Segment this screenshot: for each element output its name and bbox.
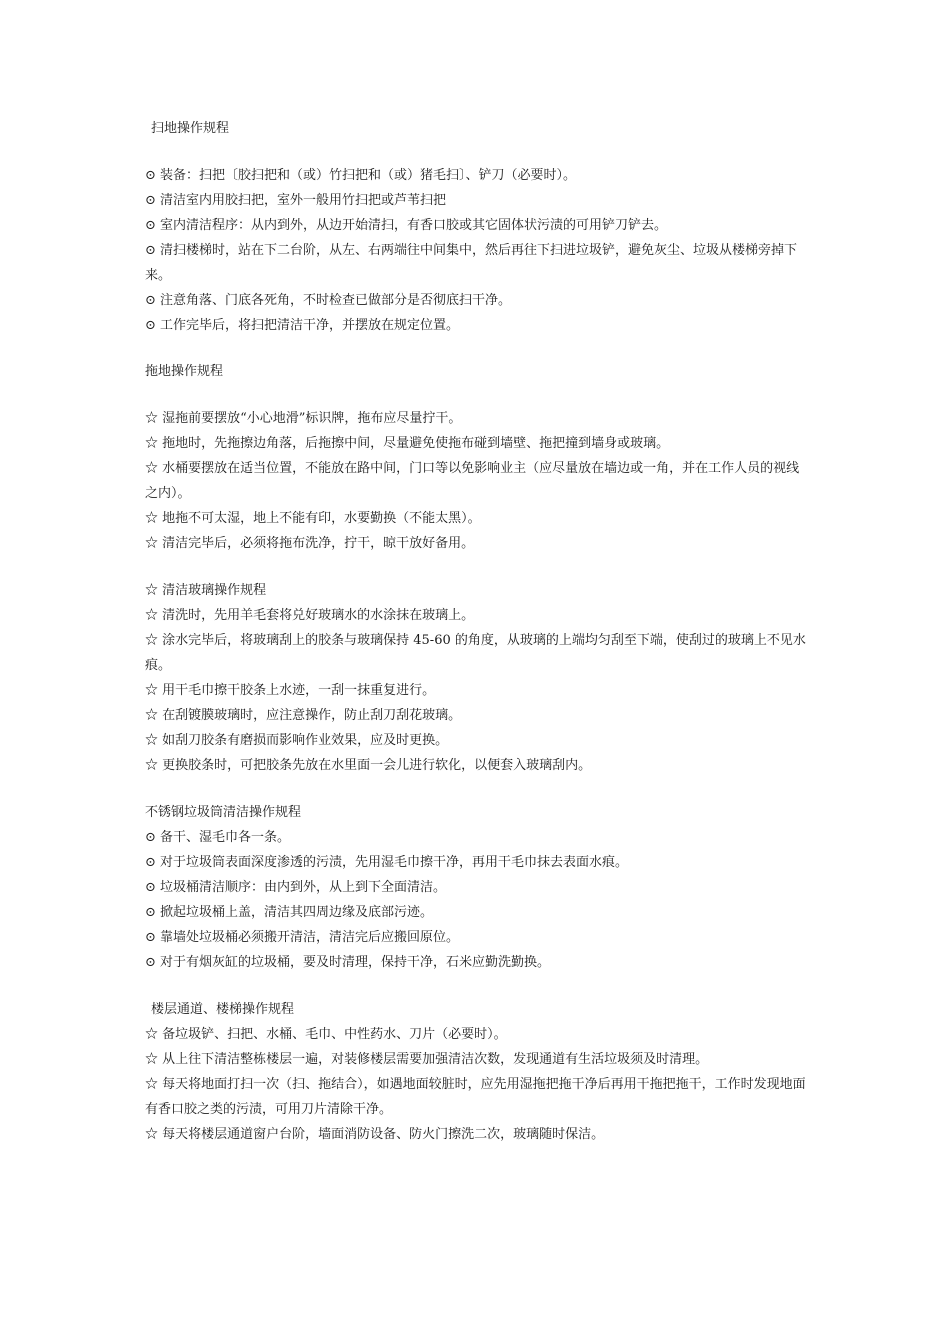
list-item: ☆ 水桶要摆放在适当位置，不能放在路中间，门口等以免影响业主（应尽量放在墙边或一角，并在工作人员的视线之内）。 bbox=[145, 461, 800, 501]
list-item: ⊙ 清扫楼梯时，站在下二台阶，从左、右两端往中间集中，然后再往下扫进垃圾铲，避免灰尘、垃圾从楼梯旁掉下来。 bbox=[145, 243, 798, 283]
spacer bbox=[145, 556, 810, 578]
spacer bbox=[145, 975, 810, 997]
section-title-glass: ☆ 清洁玻璃操作规程 bbox=[145, 583, 267, 598]
spacer bbox=[145, 141, 810, 163]
spacer bbox=[145, 778, 810, 800]
section-title-mopping: 拖地操作规程 bbox=[145, 364, 224, 379]
list-item: ⊙ 工作完毕后，将扫把清洁干净，并摆放在规定位置。 bbox=[145, 318, 460, 333]
list-item: ☆ 湿拖前要摆放“小心地滑”标识牌，拖布应尽量拧干。 bbox=[145, 411, 462, 426]
document-content bbox=[145, 116, 810, 1147]
list-item: ☆ 在刮镀膜玻璃时，应注意操作，防止刮刀刮花玻璃。 bbox=[145, 708, 462, 723]
list-item: ⊙ 备干、湿毛巾各一条。 bbox=[145, 830, 291, 845]
section-title-corridor-stairs: 楼层通道、楼梯操作规程 bbox=[151, 1002, 295, 1017]
spacer bbox=[145, 338, 810, 359]
list-item: ☆ 更换胶条时，可把胶条先放在水里面一会儿进行软化，以便套入玻璃刮内。 bbox=[145, 758, 592, 773]
list-item: ☆ 备垃圾铲、扫把、水桶、毛巾、中性药水、刀片（必要时）。 bbox=[145, 1027, 507, 1042]
list-item: ⊙ 靠墙处垃圾桶必须搬开清洁，清洁完后应搬回原位。 bbox=[145, 930, 460, 945]
list-item: ☆ 每天将楼层通道窗户台阶，墙面消防设备、防火门擦洗二次，玻璃随时保洁。 bbox=[145, 1127, 605, 1142]
list-item: ⊙ 对于垃圾筒表面深度渗透的污渍，先用湿毛巾擦干净，再用干毛巾抹去表面水痕。 bbox=[145, 855, 629, 870]
section-title-steel-bin: 不锈钢垃圾筒清洁操作规程 bbox=[145, 805, 302, 820]
list-item: ☆ 涂水完毕后，将玻璃刮上的胶条与玻璃保持 45-60 的角度，从玻璃的上端均匀刮至下端，使刮过的玻璃上不见水痕。 bbox=[145, 633, 806, 673]
list-item: ⊙ 注意角落、门底各死角，不时检查已做部分是否彻底扫干净。 bbox=[145, 293, 512, 308]
list-item: ⊙ 室内清洁程序：从内到外，从边开始清扫，有香口胶或其它固体状污渍的可用铲刀铲去。 bbox=[145, 218, 668, 233]
list-item: ⊙ 对于有烟灰缸的垃圾桶，要及时清理，保持干净，石米应勤洗勤换。 bbox=[145, 955, 551, 970]
list-item: ⊙ 掀起垃圾桶上盖，清洁其四周边缘及底部污迹。 bbox=[145, 905, 434, 920]
list-item: ☆ 地拖不可太湿，地上不能有印，水要勤换（不能太黑）。 bbox=[145, 511, 481, 526]
list-item: ☆ 每天将地面打扫一次（扫、拖结合），如遇地面较脏时，应先用湿拖把拖干净后再用干拖把拖干，工作时发现地面有香口胶之类的污渍，可用刀片清除干净。 bbox=[145, 1077, 806, 1117]
list-item: ☆ 用干毛巾擦干胶条上水迹，一刮一抹重复进行。 bbox=[145, 683, 436, 698]
list-item: ⊙ 装备：扫把〔胶扫把和（或）竹扫把和（或）猪毛扫〕、铲刀（必要时）。 bbox=[145, 168, 577, 183]
list-item: ⊙ 清洁室内用胶扫把，室外一般用竹扫把或芦苇扫把 bbox=[145, 193, 447, 208]
list-item: ☆ 从上往下清洁整栋楼层一遍，对装修楼层需要加强清洁次数，发现通道有生活垃圾须及时清理。 bbox=[145, 1052, 709, 1067]
list-item: ⊙ 垃圾桶清洁顺序：由内到外，从上到下全面清洁。 bbox=[145, 880, 447, 895]
list-item: ☆ 清洁完毕后，必须将拖布洗净，拧干，晾干放好备用。 bbox=[145, 536, 475, 551]
list-item: ☆ 拖地时，先拖擦边角落，后拖擦中间，尽量避免使拖布碰到墙壁、拖把撞到墙身或玻璃。 bbox=[145, 436, 670, 451]
list-item: ☆ 如刮刀胶条有磨损而影响作业效果，应及时更换。 bbox=[145, 733, 449, 748]
spacer bbox=[145, 384, 810, 406]
section-title-sweeping: 扫地操作规程 bbox=[151, 121, 230, 136]
list-item: ☆ 清洗时，先用羊毛套将兑好玻璃水的水涂抹在玻璃上。 bbox=[145, 608, 475, 623]
